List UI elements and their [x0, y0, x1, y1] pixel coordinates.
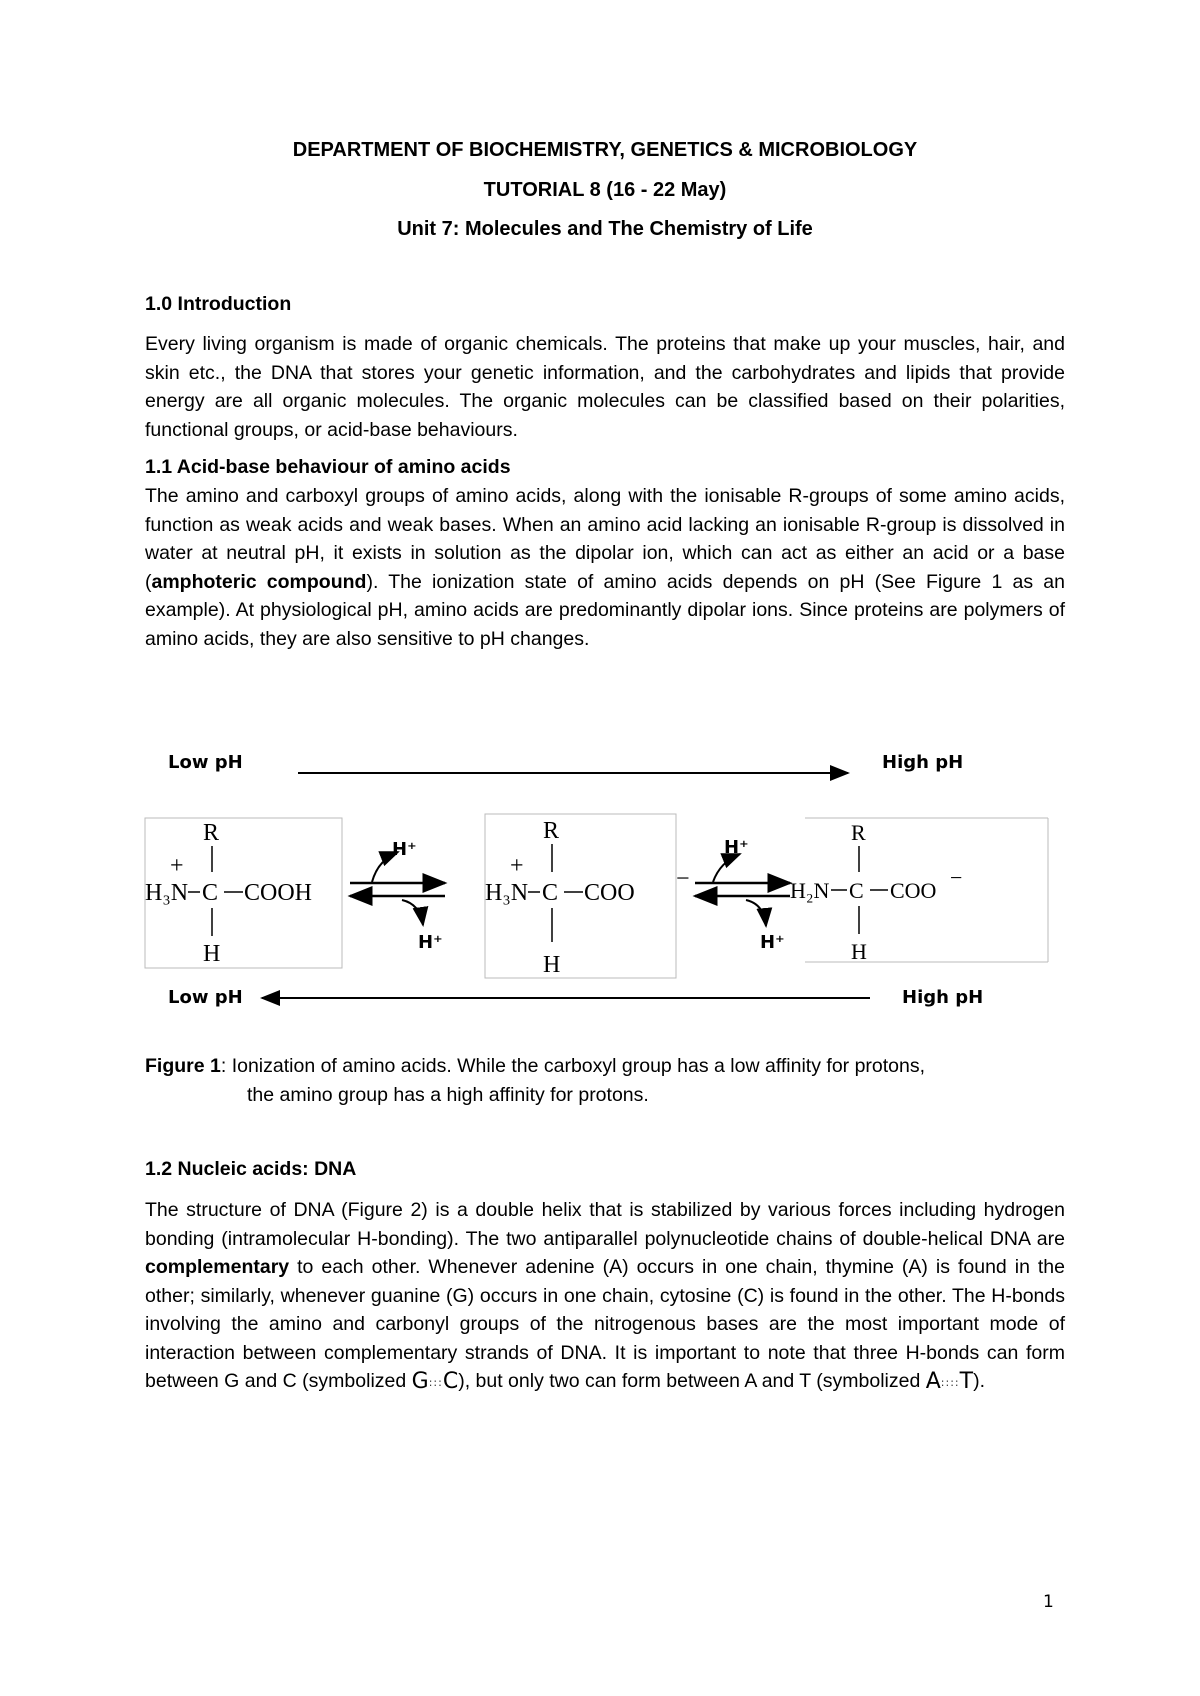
- proton-released-2: H⁺: [724, 837, 749, 858]
- mol1-h-atom: H: [203, 941, 221, 967]
- at-left-base: A: [925, 1369, 941, 1394]
- amphoteric-term: amphoteric compound: [151, 570, 367, 593]
- equilibrium-arrows-2: [695, 837, 790, 953]
- mol3-r-group: R: [851, 820, 866, 845]
- tutorial-title: TUTORIAL 8 (16 - 22 May): [483, 179, 727, 201]
- equilibrium-arrows-1: [350, 839, 445, 953]
- proton-added-1: H⁺: [418, 932, 443, 953]
- mol1-carboxyl: COOH: [244, 880, 313, 906]
- mol3-carboxylate: COO: [890, 878, 937, 903]
- section-1-2-text-b: to each other. Whenever adenine (A) occurs in one chain, thymine (A) is found in the other; similarly, whenever guanine (G) occurs in one chain, cytosine (C) is found in the other. The H-bonds involving the amino and carbonyl groups of the nitrogenous bases are the most important mode of interaction between complementary strands of DNA. It is important to note that three H-bonds can form between G and C (symbolized: [145, 1256, 1065, 1392]
- mol3-carbon: C: [849, 878, 864, 903]
- amino-acid-cation: [145, 820, 312, 967]
- figure-1-caption-line-2: the amino group has a high affinity for protons.: [247, 1084, 649, 1106]
- section-1-1-text-b: ). The ionization state of amino acids depends on pH (See Figure 1 as an example). At physiological pH, amino acids are predominantly dipolar ions. Since proteins are polymers of amino acids, they are also sensitive to pH changes.: [145, 570, 1065, 650]
- gc-left-base: G: [411, 1369, 429, 1394]
- mol2-amine: H₃N: [485, 880, 529, 906]
- figure-1-label: Figure 1: [145, 1055, 221, 1077]
- gc-triple-bond: :::: [428, 1376, 443, 1389]
- unit-title: Unit 7: Molecules and The Chemistry of Life: [397, 218, 813, 240]
- section-1-2-text-a: The structure of DNA (Figure 2) is a double helix that is stabilized by various forces including hydrogen bonding (intramolecular H-bonding). The two antiparallel polynucleotide chains of double-helical DNA are: [145, 1199, 1065, 1250]
- figure-1-caption-line-1: : Ionization of amino acids. While the carboxyl group has a low affinity for protons,: [220, 1055, 926, 1077]
- amino-acid-anion: [790, 820, 962, 964]
- mol1-plus: +: [170, 853, 184, 879]
- gc-right-base: C: [442, 1369, 459, 1394]
- section-1-2-text-c: ), but only two can form between A and T (symbolized: [458, 1370, 926, 1392]
- intro-heading: 1.0 Introduction: [145, 293, 292, 315]
- mol2-h-atom: H: [543, 952, 561, 978]
- figure-1-caption: [145, 1052, 1065, 1081]
- mol1-r-group: R: [203, 820, 220, 846]
- at-double-bond: ::::: [940, 1376, 960, 1389]
- amino-acid-zwitterion: [485, 818, 690, 978]
- department-title: DEPARTMENT OF BIOCHEMISTRY, GENETICS & MICROBIOLOGY: [292, 139, 918, 161]
- section-1-2-heading: 1.2 Nucleic acids: DNA: [145, 1158, 357, 1180]
- mol3-h-atom: H: [851, 939, 867, 964]
- mol1-carbon: C: [202, 880, 219, 906]
- section-1-2-text-d: ).: [973, 1370, 985, 1392]
- high-ph-top-label: High pH: [882, 752, 964, 773]
- complementary-term: complementary: [145, 1256, 290, 1278]
- at-symbol: [926, 1369, 973, 1394]
- section-1-1-heading: 1.1 Acid-base behaviour of amino acids: [145, 456, 511, 478]
- mol2-carboxylate: COO: [584, 880, 635, 906]
- mol2-r-group: R: [543, 818, 560, 844]
- intro-paragraph: Every living organism is made of organic chemicals. The proteins that make up your muscles, hair, and skin etc., the DNA that stores your genetic information, and the carbohydrates and lipids that provide energy are all organic molecules. The organic molecules can be classified based on their polarities, functional groups, or acid-base behaviours.: [145, 333, 1065, 441]
- section-1-1-paragraph: [145, 482, 1065, 653]
- figure-1-diagram: [140, 740, 1060, 1030]
- mol2-plus: +: [510, 853, 524, 879]
- high-ph-bottom-label: High pH: [902, 987, 984, 1008]
- low-ph-top-label: Low pH: [168, 752, 243, 773]
- mol2-carbon: C: [542, 880, 559, 906]
- low-ph-bottom-label: Low pH: [168, 987, 243, 1008]
- proton-released-1: H⁺: [392, 839, 417, 860]
- mol3-amine: H₂N: [790, 878, 830, 903]
- mol3-minus: −: [950, 865, 963, 890]
- at-right-base: T: [959, 1369, 974, 1394]
- section-1-2-paragraph: [145, 1196, 1065, 1398]
- gc-symbol: [412, 1369, 459, 1394]
- section-1-1-text-a: The amino and carboxyl groups of amino acids, along with the ionisable R-groups of some amino acids, function as weak acids and weak bases. When an amino acid lacking an ionisable R-group is dissolved in water at neutral pH, it exists in solution as the dipolar ion, which can act as either an acid or a base (: [145, 485, 1065, 593]
- page-number: 1: [1043, 1592, 1054, 1612]
- mol1-amine: H₃N: [145, 880, 189, 906]
- proton-added-2: H⁺: [760, 932, 785, 953]
- mol2-minus: −: [676, 866, 690, 892]
